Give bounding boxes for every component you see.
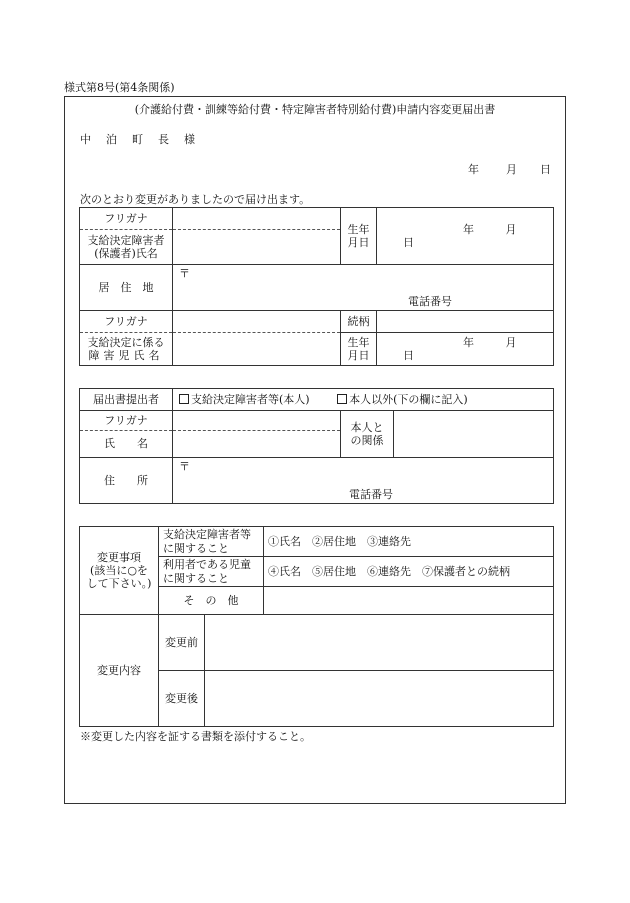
- row1-label-line1: 支給決定障害者等: [163, 528, 251, 542]
- birth-year: 年: [463, 222, 474, 236]
- relation-label: 続柄: [341, 311, 377, 333]
- submitter-address-label: 住 所: [80, 458, 173, 504]
- child-birth-label: [341, 333, 377, 366]
- relation-to-self-line1: 本人と: [350, 420, 384, 434]
- change-items-label: [80, 527, 159, 615]
- furigana-input[interactable]: [173, 208, 341, 230]
- change-items-line1: 変更事項: [97, 550, 141, 564]
- intro-text: 次のとおり変更がありましたので届け出ます。: [80, 193, 311, 206]
- submitter-address-input[interactable]: [173, 458, 554, 504]
- relation-to-self-line2: の関係: [350, 434, 384, 447]
- relation-to-self-input[interactable]: [394, 411, 554, 458]
- row2-options[interactable]: ④氏名 ⑤居住地 ⑥連絡先 ⑦保護者との続柄: [264, 557, 554, 587]
- submitter-phone-label: 電話番号: [349, 488, 393, 501]
- row1-label: [159, 527, 264, 557]
- birth-label: [341, 208, 377, 265]
- child-name-input[interactable]: [173, 333, 341, 366]
- relation-input[interactable]: [377, 311, 554, 333]
- relation-to-self-label: [341, 411, 394, 458]
- child-name-label-line1: 支給決定に係る: [87, 335, 165, 349]
- applicant-name-label-line2: (保護者)氏名: [94, 247, 158, 260]
- after-input[interactable]: [205, 671, 554, 727]
- applicant-name-label-line1: 支給決定障害者: [87, 233, 165, 247]
- before-input[interactable]: [205, 615, 554, 671]
- date-day-label: 日: [540, 163, 551, 176]
- option-self-label: 支給決定障害者等(本人): [191, 392, 310, 406]
- applicant-table: [79, 207, 554, 366]
- change-items-line2: (該当に○を: [90, 563, 148, 577]
- submitter-table: [79, 388, 554, 504]
- form-number: 様式第8号(第4条関係): [64, 81, 175, 94]
- date-month-label: 月: [506, 163, 517, 176]
- option-self[interactable]: [179, 393, 310, 406]
- row3-label: そ の 他: [159, 587, 264, 615]
- row1-options[interactable]: ①氏名 ②居住地 ③連絡先: [264, 527, 554, 557]
- residence-label: 居 住 地: [80, 265, 173, 311]
- applicant-name-label: [80, 230, 173, 265]
- birth-label-line1: 生年: [347, 222, 370, 236]
- child-name-label-line2: 障害児氏名: [88, 349, 164, 362]
- child-birth-label-line1: 生年: [347, 335, 370, 349]
- submitter-options: [173, 389, 554, 411]
- child-name-label: [80, 333, 173, 366]
- submitter-name-label: 氏 名: [80, 431, 173, 458]
- child-furigana-label: フリガナ: [80, 311, 173, 333]
- birth-month: 月: [505, 222, 517, 236]
- child-birth-month: 月: [505, 335, 517, 349]
- before-label: 変更前: [159, 615, 205, 671]
- change-items-line3: して下さい。): [86, 577, 152, 591]
- submitter-postal-mark: 〒: [179, 460, 190, 473]
- child-birth-date-field[interactable]: [377, 333, 554, 366]
- child-birth-year: 年: [463, 335, 474, 349]
- residence-input[interactable]: [173, 265, 554, 311]
- birth-day: 日: [403, 236, 414, 249]
- postal-mark: 〒: [179, 267, 190, 280]
- addressee: 中 泊 町 長 様: [80, 133, 197, 146]
- applicant-name-input[interactable]: [173, 230, 341, 265]
- child-birth-label-line2: 月日: [347, 349, 370, 362]
- option-other-label: 本人以外(下の欄に記入): [349, 392, 468, 406]
- change-table: [79, 526, 554, 727]
- after-label: 変更後: [159, 671, 205, 727]
- checkbox-other-icon[interactable]: [337, 394, 347, 404]
- submitter-furigana-label: フリガナ: [80, 411, 173, 431]
- row2-label-line2: に関すること: [163, 571, 229, 585]
- form-title: (介護給付費・訓練等給付費・特定障害者特別給付費)申請内容変更届出書: [134, 103, 496, 116]
- date-year-label: 年: [468, 163, 479, 176]
- row2-label: [159, 557, 264, 587]
- row3-input[interactable]: [264, 587, 554, 615]
- furigana-label: フリガナ: [80, 208, 173, 230]
- attachment-note: ※変更した内容を証する書類を添付すること。: [80, 730, 311, 743]
- phone-label: 電話番号: [408, 295, 452, 308]
- child-furigana-input[interactable]: [173, 311, 341, 333]
- submitter-label: 届出書提出者: [80, 389, 173, 411]
- row2-label-line1: 利用者である児童: [163, 558, 251, 572]
- birth-label-line2: 月日: [347, 236, 370, 249]
- submitter-name-input[interactable]: [173, 431, 341, 458]
- row1-label-line2: に関すること: [163, 541, 229, 555]
- option-other[interactable]: [337, 393, 468, 406]
- checkbox-self-icon[interactable]: [179, 394, 189, 404]
- change-content-label: 変更内容: [80, 615, 159, 727]
- birth-date-field[interactable]: [377, 208, 554, 265]
- submitter-furigana-input[interactable]: [173, 411, 341, 431]
- child-birth-day: 日: [403, 349, 414, 362]
